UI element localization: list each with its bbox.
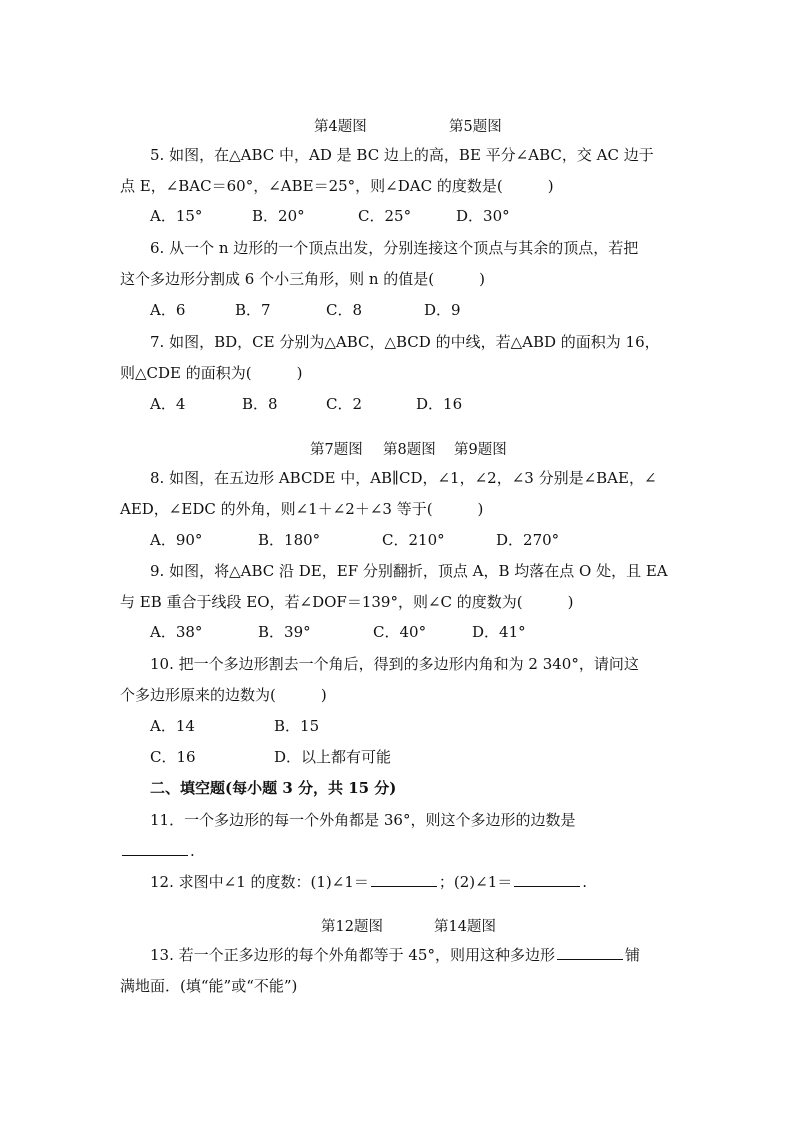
q10-line1: 10. 把一个多边形割去一个角后，得到的多边形内角和为 2 340°，请问这 [150, 655, 639, 673]
q9-option-d[interactable]: D．41° [472, 623, 526, 641]
q10-option-b[interactable]: B．15 [274, 717, 320, 735]
caption-fig9: 第9题图 [454, 442, 507, 458]
q5-line2: 点 E，∠BAC＝60°，∠ABE＝25°，则∠DAC 的度数是( ) [120, 177, 554, 195]
q10-option-a[interactable]: A．14 [150, 717, 195, 735]
q8-option-c[interactable]: C．210° [382, 531, 445, 549]
q7-option-c[interactable]: C．2 [326, 395, 363, 413]
q9-option-a[interactable]: A．38° [150, 623, 203, 641]
q6-option-c[interactable]: C．8 [326, 301, 363, 319]
q12-line [150, 872, 587, 892]
q11-answer-blank[interactable] [122, 841, 188, 856]
q13-line2: 满地面．(填“能”或“不能”) [120, 977, 298, 995]
q11-period: . [190, 842, 195, 860]
q9-line2: 与 EB 重合于线段 EO，若∠DOF＝139°，则∠C 的度数为( ) [120, 593, 574, 611]
q9-line1: 9. 如图，将△ABC 沿 DE，EF 分别翻折，顶点 A，B 均落在点 O 处，且 EA [150, 562, 668, 580]
q6-line2: 这个多边形分割成 6 个小三角形，则 n 的值是( ) [120, 270, 485, 288]
q6-line1: 6. 从一个 n 边形的一个顶点出发，分别连接这个顶点与其余的顶点，若把 [150, 239, 639, 257]
q12-suffix: . [582, 873, 588, 891]
q9-option-c[interactable]: C．40° [373, 623, 427, 641]
q8-option-a[interactable]: A．90° [150, 531, 203, 549]
q6-option-b[interactable]: B．7 [235, 301, 271, 319]
q10-option-d[interactable]: D．以上都有可能 [274, 748, 392, 766]
q8-line1: 8. 如图，在五边形 ABCDE 中，AB∥CD，∠1，∠2，∠3 分别是∠BAE，∠ [150, 469, 657, 487]
q6-option-d[interactable]: D．9 [424, 301, 461, 319]
q13-line1 [150, 945, 640, 965]
q7-option-a[interactable]: A．4 [150, 395, 186, 413]
section-fill-in-blank-heading: 二、填空题(每小题 3 分，共 15 分) [150, 779, 397, 797]
q6-option-a[interactable]: A．6 [150, 301, 186, 319]
q13-suffix: 铺 [624, 946, 640, 964]
q8-line2: AED，∠EDC 的外角，则∠1＋∠2＋∠3 等于( ) [120, 500, 484, 518]
q8-option-b[interactable]: B．180° [258, 531, 321, 549]
q5-line1: 5. 如图，在△ABC 中，AD 是 BC 边上的高，BE 平分∠ABC，交 AC 边于 [150, 146, 654, 164]
q12-answer-blank-2[interactable] [514, 872, 580, 887]
q12-answer-blank-1[interactable] [371, 872, 437, 887]
q8-option-d[interactable]: D．270° [496, 531, 560, 549]
q7-line1: 7. 如图，BD，CE 分别为△ABC，△BCD 的中线，若△ABD 的面积为 16， [150, 333, 660, 351]
q9-option-b[interactable]: B．39° [258, 623, 311, 641]
caption-fig14: 第14题图 [434, 919, 496, 935]
q13-answer-blank[interactable] [557, 945, 623, 960]
q13-prefix: 13. 若一个正多边形的每个外角都等于 45°，则用这种多边形 [150, 946, 555, 964]
q11-line1: 11．一个多边形的每一个外角都是 36°，则这个多边形的边数是 [150, 811, 576, 829]
q7-line2: 则△CDE 的面积为( ) [120, 364, 303, 382]
q7-option-d[interactable]: D．16 [416, 395, 463, 413]
q5-option-d[interactable]: D．30° [456, 207, 510, 225]
q5-option-c[interactable]: C．25° [358, 207, 412, 225]
caption-fig4: 第4题图 [314, 119, 367, 135]
q7-option-b[interactable]: B．8 [242, 395, 278, 413]
q5-option-b[interactable]: B．20° [252, 207, 305, 225]
q5-option-a[interactable]: A．15° [150, 207, 203, 225]
caption-fig7: 第7题图 [310, 442, 363, 458]
q12-prefix: 12. 求图中∠1 的度数：(1)∠1＝ [150, 873, 369, 891]
q12-middle: ；(2)∠1＝ [438, 873, 513, 891]
caption-fig12: 第12题图 [321, 919, 383, 935]
q10-line2: 个多边形原来的边数为( ) [120, 686, 327, 704]
q10-option-c[interactable]: C．16 [150, 748, 196, 766]
q11-line2 [120, 841, 195, 861]
caption-fig8: 第8题图 [383, 442, 436, 458]
caption-fig5: 第5题图 [449, 119, 502, 135]
